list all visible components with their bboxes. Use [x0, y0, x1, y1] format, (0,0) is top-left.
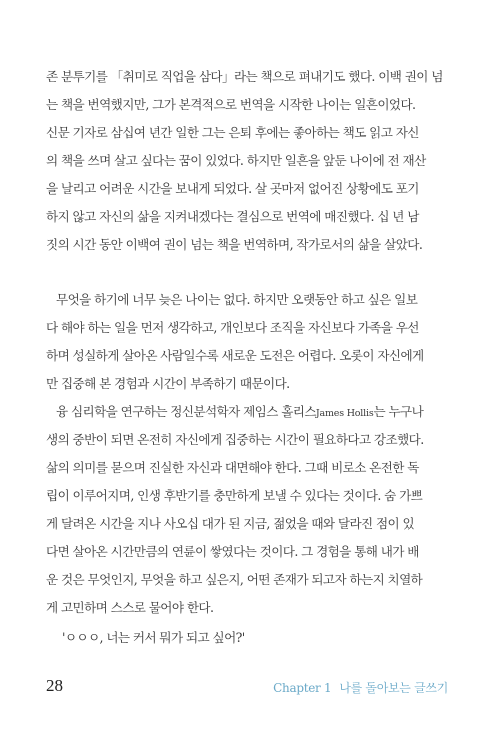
body-text-line: 존 분투기를 「취미로 직업을 삼다」라는 책으로 펴내기도 했다. 이백 권이 넘 [46, 69, 443, 84]
body-text-line: 의 책을 쓰며 살고 싶다는 꿈이 있었다. 하지만 일흔을 앞둔 나이에 전 재산 [46, 153, 426, 168]
running-footer [273, 679, 448, 696]
body-text-line: 만 집중해 본 경험과 시간이 부족하기 때문이다. [46, 376, 290, 391]
chapter-title: 나를 돌아보는 글쓰기 [339, 681, 448, 695]
body-text-line: 삶의 의미를 묻으며 진실한 자신과 대면해야 한다. 그때 비로소 온전한 독 [46, 460, 419, 475]
body-text-line: 생의 중반이 되면 온전히 자신에게 집중하는 시간이 필요하다고 강조했다. [46, 432, 424, 447]
body-text-line: 을 날리고 어려운 시간을 보내게 되었다. 살 곳마저 없어진 상황에도 포기 [46, 181, 419, 196]
body-text-line: 게 달려온 시간을 지나 사오십 대가 된 지금, 젊었을 때와 달라진 점이 있 [46, 516, 415, 531]
body-text-line: 하지 않고 자신의 삶을 지켜내겠다는 결심으로 번역에 매진했다. 십 년 남 [46, 209, 419, 224]
quote-line: 'ㅇㅇㅇ, 너는 커서 뭐가 되고 싶어?' [62, 630, 245, 645]
body-text-line: 신문 기자로 삼십여 년간 일한 그는 은퇴 후에는 좋아하는 책도 읽고 자신 [46, 125, 419, 140]
body-text-span: 융 심리학을 연구하는 정신분석학자 제임스 홀리스 [56, 404, 316, 419]
body-text-line: 무엇을 하기에 너무 늦은 나이는 없다. 하지만 오랫동안 하고 싶은 일보 [56, 292, 418, 307]
body-text-span: 는 누구나 [373, 404, 424, 419]
body-text-line: 하며 성실하게 살아온 사람일수록 새로운 도전은 어렵다. 오롯이 자신에게 [46, 348, 424, 363]
body-text-line: 는 책을 번역했지만, 그가 본격적으로 번역을 시작한 나이는 일흔이었다. [46, 97, 416, 112]
body-text-line: 다면 살아온 시간만큼의 연륜이 쌓였다는 것이다. 그 경험을 통해 내가 배 [46, 544, 419, 559]
page-number: 28 [46, 676, 63, 695]
body-text-line: 다 해야 하는 일을 먼저 생각하고, 개인보다 조직을 자신보다 가족을 우선 [46, 320, 419, 335]
body-text-line: 운 것은 무엇인지, 무엇을 하고 싶은지, 어떤 존재가 되고자 하는지 치열하 [46, 572, 423, 587]
body-text-line: 립이 이루어지며, 인생 후반기를 충만하게 보낼 수 있다는 것이다. 숨 가쁘 [46, 488, 423, 503]
body-text-line [56, 404, 448, 420]
chapter-label: Chapter 1 [273, 681, 332, 695]
body-text-line: 게 고민하며 스스로 물어야 한다. [46, 600, 214, 615]
body-text-line: 짓의 시간 동안 이백여 권이 넘는 책을 번역하며, 작가로서의 삶을 살았다. [46, 237, 423, 252]
name-annotation: James Hollis [315, 408, 374, 419]
